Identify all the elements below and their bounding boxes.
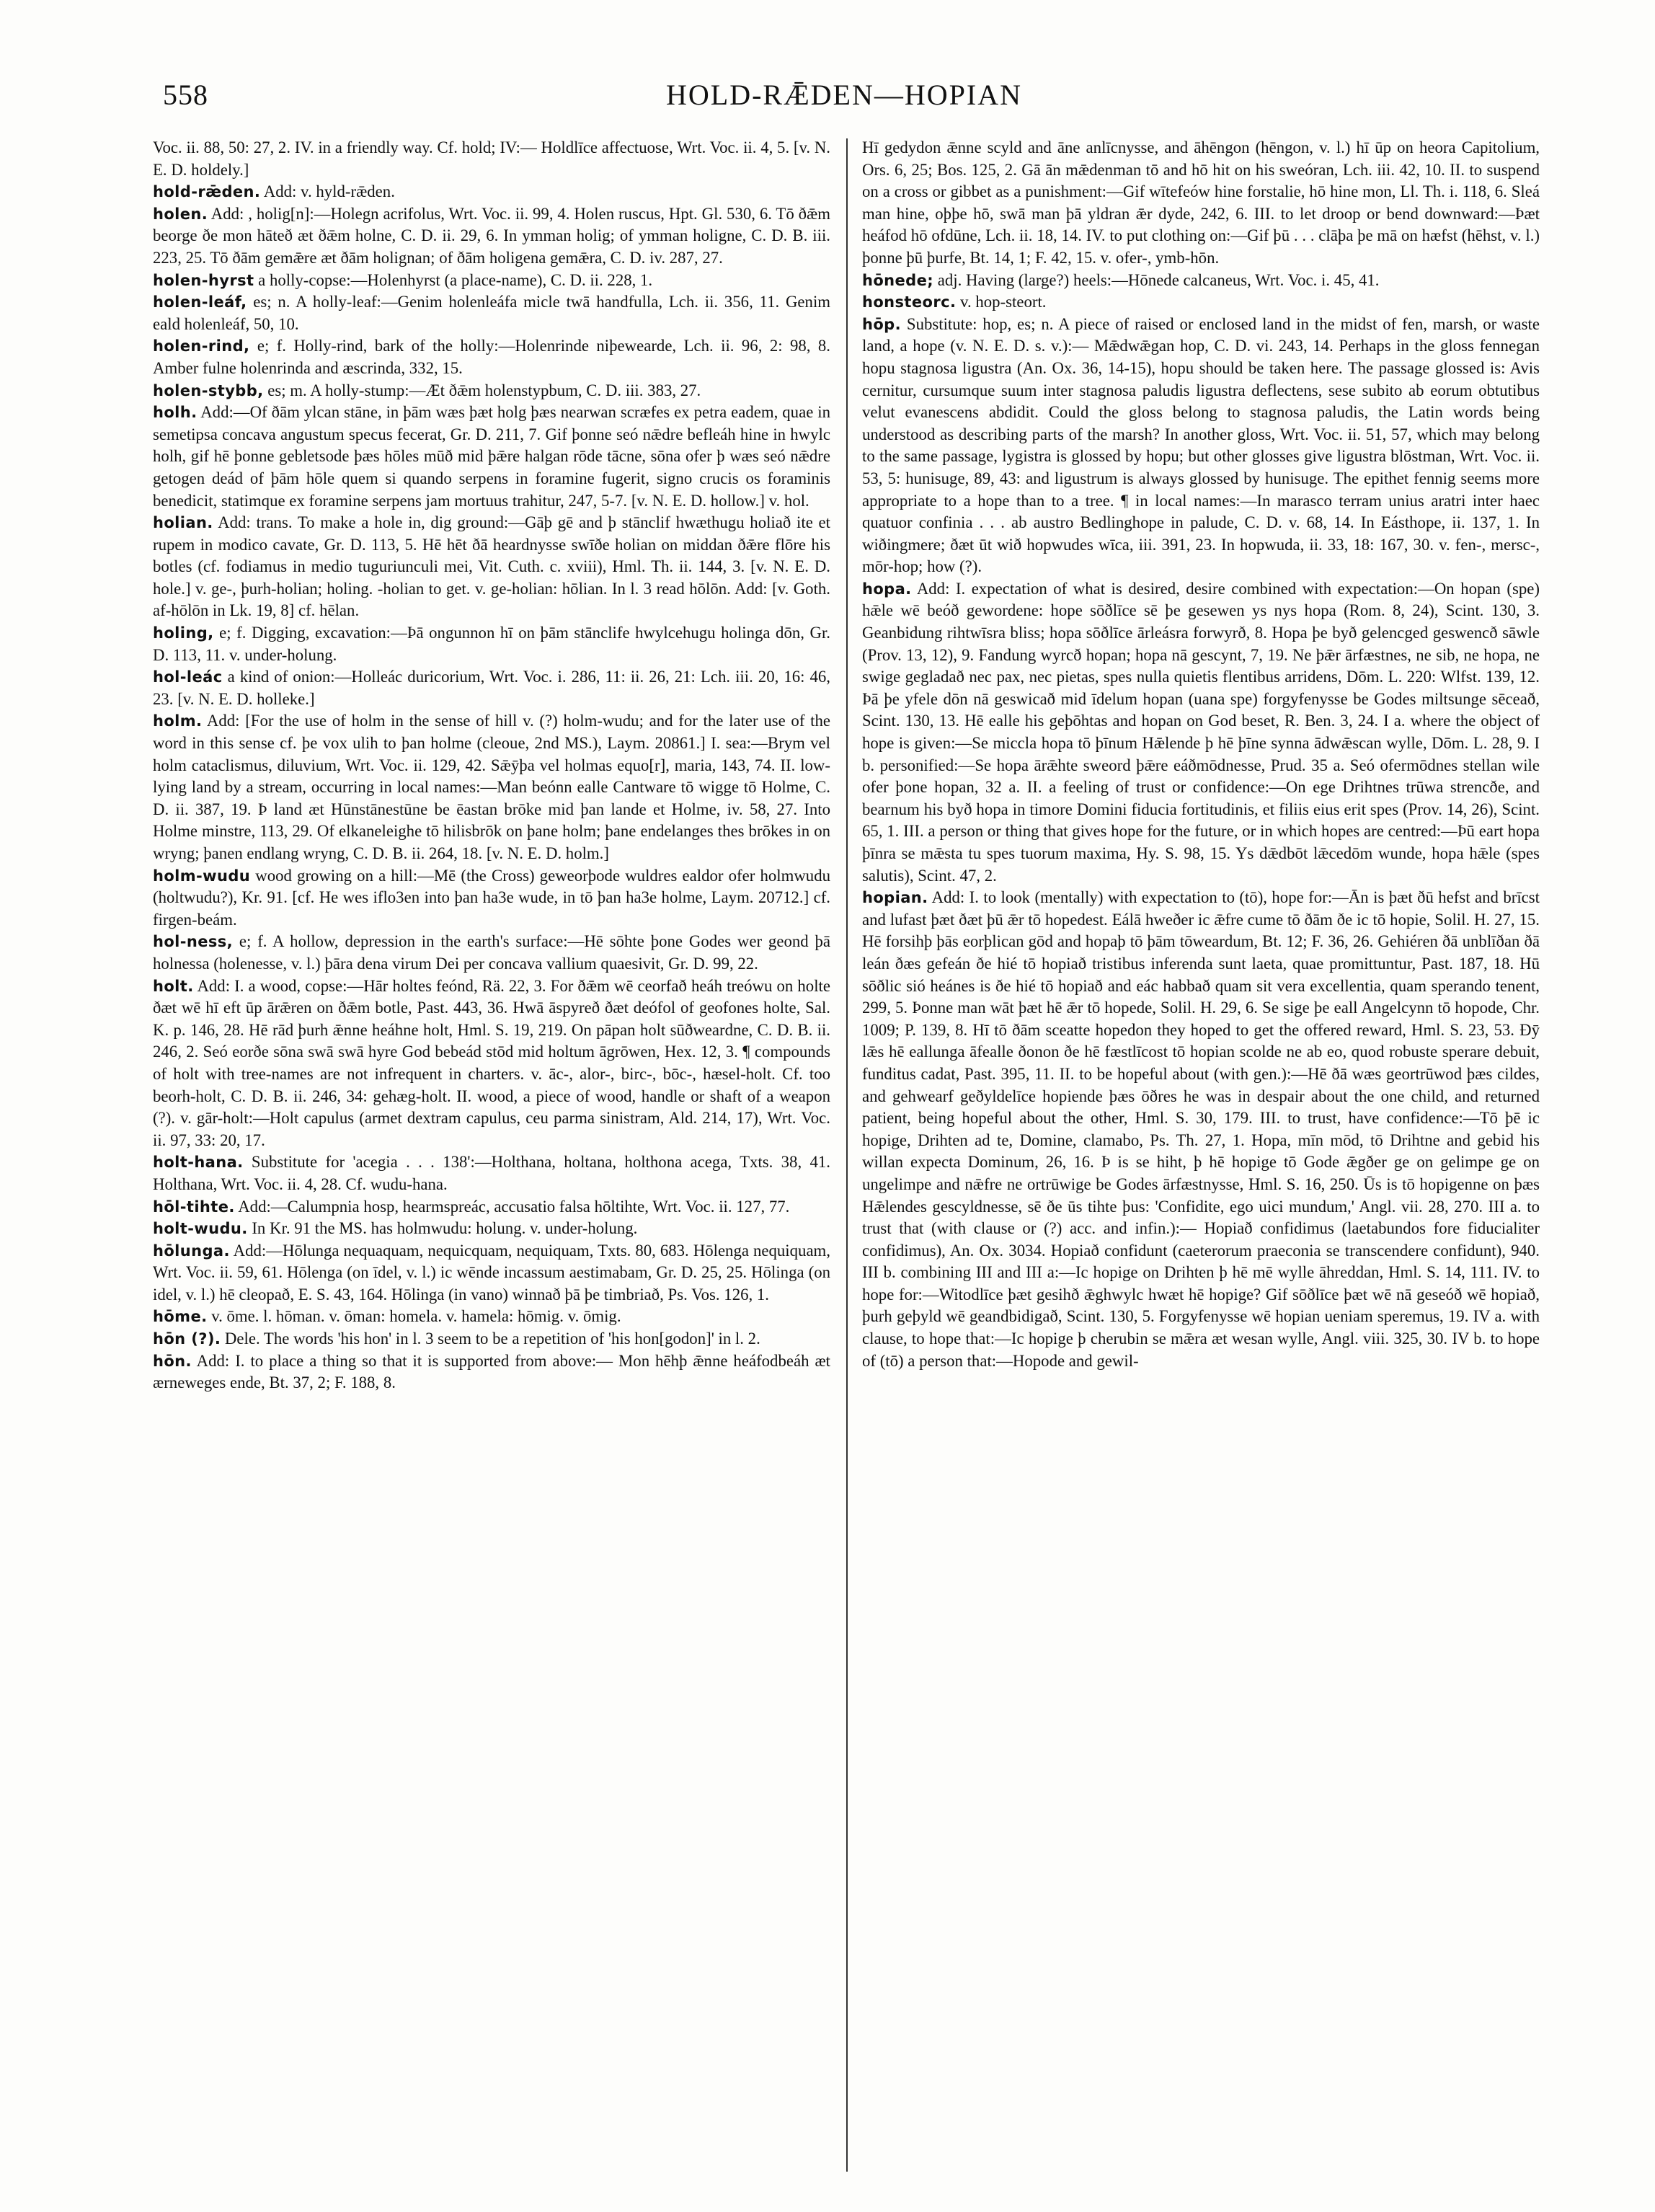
entry-headword: hōme. [153,1308,208,1326]
entry-definition: Add: [For the use of holm in the sense of hill v. (?) holm-wudu; and for the later use of the word in this sense cf. þe vox ulih to þan holme (cleoue, 2nd MS.), Laym. 20861.] I. sea:—Brym vel holm cataclismus, diluvium, Wrt. Voc. ii. 129, 42. Sǣȳþa vel holmas equo[r], maria, 143, 74. II. low-lying land by a stream, occurring in local names:—Man beónn ealle Cantware tō wigge tō Holme, C. D. ii. 387, 19. Þ land æt Hūnstānestūne be ēastan brōke mid þan lande et Holme, iv. 58, 27. Into Holme minstre, 113, 29. Of elkaneleighe tō hilisbrōk on þane holm; þane endelanges thes brōkes in on wryng; þanen endlang wryng, C. D. B. ii. 264, 18. [v. N. E. D. holm.] [153,712,830,862]
entry-headword: holing, [153,624,214,642]
entry-definition: Substitute for 'acegia . . . 138':—Holthana, holtana, holthona acega, Txts. 38, 41. Holthana, Wrt. Voc. ii. 4, 28. Cf. wudu-hana. [153,1153,830,1193]
page-header [148,78,1540,124]
entry-headword: hōlunga. [153,1242,230,1260]
entry-headword: holen-leáf, [153,293,247,311]
left-column [153,137,830,2177]
column-divider [846,138,848,2172]
entry-headword: hōnede; [862,271,934,289]
entry-headword: holen. [153,205,208,223]
entry-definition: es; m. A holly-stump:—Æt ðǣm holenstypbum, C. D. iii. 383, 27. [267,381,701,399]
entry-definition: Add: v. hyld-rǣden. [263,182,395,201]
entry-definition: Add: trans. To make a hole in, dig ground:—Gāþ gē and þ stānclif hwæthugu holiað ite et rupem in modico cavate, Gr. D. 113, 5. Hē hēt ðā heardnysse swīðe holian on middan ðǣre flōre his botles (cf. fodiamus in medio tuguriunculi mei, Vit. Cuth. c. xviii), Hml. Th. ii. 144, 3. [v. N. E. D. hole.] v. ge-, þurh-holian; holing. -holian to get. v. ge-holian: hōlian. In l. 3 read hōlōn. Add: [v. Goth. af-hōlōn in Lk. 19, 8] cf. hēlan. [153,513,830,620]
dictionary-entry [862,291,1540,314]
entry-definition: a holly-copse:—Holenhyrst (a place-name), C. D. ii. 228, 1. [258,270,653,289]
entry-definition: Add: I. to place a thing so that it is supported from above:— Mon hēhþ ǣnne heáfodbeáh æt ærneweges ende, Bt. 37, 2; F. 188, 8. [153,1351,830,1392]
entry-definition: Add:—Calumpnia hosp, hearmspreác, accusatio falsa hōltihte, Wrt. Voc. ii. 127, 77. [238,1197,790,1216]
entry-headword: hopa. [862,580,912,598]
entry-headword: hopian. [862,889,928,907]
entry-headword: hōn (?). [153,1330,221,1348]
right-entry-list [862,270,1540,1373]
dictionary-entry [862,578,1540,887]
column-continuation-text: Hī gedydon ǣnne scyld and āne anlīcnysse, and āhēngon (hēngon, v. l.) hī ūp on heora Capitolium, Ors. 6, 25; Bos. 125, 2. Gā ān mǣdenman tō and hō hit on his sweóran, Lch. iii. 42, 10. II. to suspend on a cross or gibbet as a punishment:—Gif wītefeów hine forstalie, hō hine mon, Ll. Th. i. 118, 6. Sleá man hine, oþþe hō, swā man þā yldran ǣr dyde, 242, 6. III. to let droop or bend downward:—Þæt heáfod hō ofdūne, Lch. ii. 18, 14. IV. to put clothing on:—Gif þū . . . clāþa þe mā on hæfst (hēhst, v. l.) þonne þū þurfe, Bt. 14, 1; F. 42, 15. v. ofer-, ymb-hōn. [862,138,1540,267]
entry-definition: Substitute: hop, es; n. A piece of raised or enclosed land in the midst of fen, marsh, or waste land, a hope (v. N. E. D. s. v.):— Mǣdwǣgan hop, C. D. vi. 243, 14. Perhaps in the gloss fennegan hopu stagnosa ligustra (An. Ox. 36, 14-15), hopu should be taken here. The passage glossed is: Avis cernitur, cursumque suum inter stagnosa paludis ligustra deflectens, sese subito ab eorum obtutibus velut evanescens abdidit. Could the gloss belong to stagnosa paludis, the Latin words being understood as describing parts of the marsh? In another gloss, Wrt. Voc. ii. 51, 57, which may belong to the same passage, lygistra is glossed by hopu; but other glosses give ligustra blōstman, Wrt. Voc. ii. 53, 5: hunisuge, 89, 43: and ligustrum is always glossed by hunisuge. The epithet fennig seems more appropriate to a hope than to a tree. ¶ in local names:—In marasco terram unius aratri inter haec quatuor confinia . . . ab austro Bedlinghope in palude, C. D. v. 68, 14. In Eásthope, ii. 137, 1. In wiðingmere; ðæt ūt wið hopwudes wīca, iii. 391, 23. In hopwuda, ii. 33, 18: 167, 30. v. fen-, mersc-, mōr-hop; how (?). [862,314,1540,576]
entry-definition: e; f. Digging, excavation:—Þā ongunnon hī on þām stānclife hwylcehugu holinga dōn, Gr. D. 113, 11. v. under-holung. [153,624,830,664]
entry-definition: Add: , holig[n]:—Holegn acrifolus, Wrt. Voc. ii. 99, 4. Holen ruscus, Hpt. Gl. 530, 6. Tō ðǣm beorge ðe mon hāteð æt ðǣm holne, C. D. ii. 29, 6. In ymman holig; of ymman holigne, C. D. B. iii. 223, 25. Tō ðām gemǣre æt ðām holignan; of ðām holigena gemǣra, C. D. iv. 287, 27. [153,204,830,267]
entry-headword: holian. [153,514,213,532]
entry-headword: holt-wudu. [153,1220,248,1238]
entry-definition: v. hop-steort. [960,293,1047,311]
entry-headword: hold-rǣden. [153,183,261,201]
entry-definition: Dele. The words 'his hon' in l. 3 seem to be a repetition of 'his hon[godon]' in l. 2. [224,1330,760,1348]
dictionary-entry [153,710,830,864]
dictionary-entry [153,666,830,710]
entry-headword: hōp. [862,315,901,333]
entry-definition: Add:—Hōlunga nequaquam, nequicquam, nequiquam, Txts. 80, 683. Hōlenga nequiquam, Wrt. Voc. ii. 59, 61. Hōlenga (on īdel, v. l.) ic wēnde incassum aestimabam, Gr. D. 25, 25. Hōlinga (on idel, v. l.) hē cleopað, E. S. 43, 164. Hōlinga (in vano) winnað þā þe timbriað, Ps. Vos. 126, 1. [153,1241,830,1304]
entry-headword: holm. [153,712,203,730]
dictionary-entry [862,887,1540,1372]
entry-headword: hol-leác [153,668,223,686]
entry-headword: holt-hana. [153,1154,244,1172]
entry-definition: In Kr. 91 the MS. has holmwudu: holung. v. under-holung. [252,1219,638,1238]
entry-headword: hōl-tihte. [153,1198,235,1216]
dictionary-entry [153,203,830,270]
dictionary-entry [153,931,830,975]
column-continuation-text: Voc. ii. 88, 50: 27, 2. IV. in a friendly way. Cf. hold; IV:— Holdlīce affectuose, Wrt. Voc. ii. 4, 5. [v. N. E. D. holdely.] [153,138,830,179]
dictionary-entry [153,976,830,1152]
entry-definition: v. ōme. l. hōman. v. ōman: homela. v. hamela: hōmig. v. ōmig. [211,1307,621,1326]
right-column [862,137,1540,2177]
entry-headword: hōn. [153,1352,192,1370]
entry-definition: adj. Having (large?) heels:—Hōnede calcaneus, Wrt. Voc. i. 45, 41. [937,270,1380,289]
dictionary-entry [153,270,830,292]
entry-headword: holen-rind, [153,337,250,355]
entry-definition: wood growing on a hill:—Mē (the Cross) geweorþode wuldres ealdor ofer holmwudu (holtwudu?), Kr. 91. [cf. He wes iflo3en into þan ha3e wude, in tō þan ha3e holme, Laym. 20712.] cf. firgen-beám. [153,866,830,929]
dictionary-entry [153,1350,830,1394]
dictionary-entry [153,1328,830,1350]
dictionary-entry [153,1196,830,1218]
dictionary-entry [153,512,830,622]
entry-headword: holen-hyrst [153,271,254,289]
entry-definition: e; f. A hollow, depression in the earth's surface:—Hē sōhte þone Godes wer geond þā holnessa (holenesse, v. l.) þāra dena virum Dei per concava vallium quaesivit, Gr. D. 99, 22. [153,932,830,973]
entry-definition: e; f. Holly-rind, bark of the holly:—Holenrinde niþewearde, Lch. ii. 96, 2: 98, 8. Amber fulne holenrinda and æscrinda, 332, 15. [153,337,830,377]
entry-headword: holt. [153,977,194,995]
entry-headword: holh. [153,404,198,422]
dictionary-entry [153,402,830,512]
entry-definition: Add: I. a wood, copse:—Hār holtes feónd, Rä. 22, 3. For ðǣm wē ceorfað heáh treówu on holte ðæt wē hī eft ūp ārǣren on ðǣm botle, Past. 443, 36. Hwā āspyreð ðæt deófol of geofones holte, Sal. K. p. 146, 28. Hē rād þurh ǣnne heáhne holt, Hml. S. 19, 219. On pāpan holt sūðweardne, C. D. B. ii. 246, 2. Seó eorðe sōna swā swā hyre God bebeád stōd mid holtum āgrōwen, Hex. 12, 3. ¶ compounds of holt with tree-names are not infrequent in charters. v. āc-, alor-, birc-, bōc-, hæsel-holt. Cf. too beorh-holt, C. D. B. ii. 246, 34: gehæg-holt. II. wood, a piece of wood, handle or shaft of a weapon (?). v. gār-holt:—Holt capulus (armet dextram capulus, ceu parma sinistram, Ald. 214, 17), Wrt. Voc. ii. 97, 33: 20, 17. [153,976,830,1149]
dictionary-entry [153,622,830,666]
dictionary-entry [153,181,830,203]
dictionary-entry [153,1306,830,1328]
page-number: 558 [163,79,208,111]
entry-definition: Add: I. to look (mentally) with expectation to (tō), hope for:—Ān is þæt ðū hefst and brīcst and lufast þæt ðæt þū ǣr tō hopedest. Eálā hweðer ic ǣfre cume tō ðām ðe ic tō hopie, Solil. H. 27, 15. Hē forsihþ þās eorþlican gōd and hopaþ tō þām tōweardum, Bt. 12; F. 36, 26. Gehiéren ðā unblīðan ðā leán ðæs gefeán ðe hié tō hopiað tristibus inferenda sunt laeta, quae promittuntur, Past. 187, 18. Hū sōðlic sió heánes is ðe hié tō hopiað and eác habbað quam sit vera excellentia, quam sperando tenent, 299, 5. Þonne man wāt þæt hē ǣr tō hopede, Solil. H. 29, 6. Se sige þe eall Angelcynn tō hopode, Chr. 1009; P. 139, 8. Hī tō ðām sceatte hopedon they hoped to get the offered reward, Hml. S. 23, 53. Ðȳ lǣs hē eallunga āfealle ðonon ðe hē fæstlīcost tō hopian scolde ne ab eo, quod robuste sperare debuit, funditus cadat, Past. 395, 11. II. to be hopeful about (with gen.):—Hē ðā wæs geortrūwod þæs cildes, and gehwearf geðyldelīce hopiende þæs ōðres he was in despair about the one child, and returned patient, being hopeful about the other, Hml. S. 30, 179. III. to trust, have confidence:—Tō þē ic hopige, Drihten ad te, Domine, clamabo, Ps. Th. 27, 1. Hopa, mīn mōd, tō Drihtne and gebid his willan expecta Dominum, 26, 16. Þ is se hiht, þ hē hopige tō Gode ǣgðer ge on gelimpe ge on ungelimpe and nǣfre ne ortrūwige be Godes ārfæstnysse, Hml. S. 16, 250. Ūs is tō hopigenne on þæs Hǣlendes gescyldnesse, sē ðe ūs tihte þus: 'Confidite, ego uici mundum,' Angl. vii. 28, 270. III a. to trust that (with clause or (?) acc. and infin.):— Hopiað confidimus (laetabundos fore fiducialiter confidimus), An. Ox. 3034. Hopiað confidunt (caeterorum praeconia se transcendere confidunt), 940. III b. combining III and III a:—Ic hopige on Drihten þ hē mē wylle āhreddan, Hml. S. 14, 111. IV. to hope for:—Witodlīce þæt gesihð ǣghwylc hwæt hē hopige? Gif sōðlīce þæt wē nā geseóð wē hopiað, þurh geþyld wē geandbidigað, Scint. 130, 5. Forgyfenysse wē hopian ueniam speremus, 19. IV a. with clause, to hope that:—Ic hopige þ cherubin se mǣra æt wesan wylle, Angl. viii. 325, 30. IV b. to hope of (tō) a person that:—Hopode and gewil- [862,888,1540,1370]
entry-definition: Add: I. expectation of what is desired, desire combined with expectation:—On hopan (spe) hǣle wē beóð gewordene: hope sōðlīce sē þe gesewen ys nys hopa (Rom. 8, 24), Scint. 130, 3. Geanbidung rihtwīsra bliss; hopa sōðlīce ārleásra forwyrð, 8. Hopa þe byð gelencged geswencð sāwle (Prov. 13, 12), 9. Fandung wyrcð hopan; hopa nā gescynt, 7, 19. Ne þǣr ārfæstnes, ne sib, ne hopa, ne swige gegladað nec pax, nec pietas, spes nulla quietis flentibus arridens, Dōm. L. 220: Wlfst. 139, 12. Þā þe yfele dōn nā geswicað mid īdelum hopan (uana spe) forgyfenysse be Godes miltsunge sēceað, Scint. 130, 13. Hē ealle his geþōhtas and hopan on God beset, R. Ben. 3, 24. I a. where the object of hope is given:—Se miccla hopa tō þīnum Hǣlende þ hē þīne synna ādwǣscan wylle, Dōm. L. 28, 9. I b. personified:—Se hopa ārǣhte sweord þǣre eáðmōdnesse, Prud. 35 a. Seó ofermōdnes stellan wile ofer þone hopan, 32 a. II. a feeling of trust or confidence:—On ege Drihtnes trūwa strencðe, and bearnum his byð hopa in timore Domini fiducia fortitudinis, et filiis eius erit spes (Prov. 14, 26), Scint. 65, 1. III. a person or thing that gives hope for the future, or in which hopes are centred:—Þū eart hopa þīnra se mǣsta tu spes tuorum maxima, Hy. S. 98, 15. Ys dǣdbōt lǣcedōm wunde, hopa hǣle (spes salutis), Scint. 47, 2. [862,579,1540,885]
entry-headword: holm-wudu [153,867,251,885]
dictionary-entry [153,291,830,335]
entry-definition: a kind of onion:—Holleác duricorium, Wrt. Voc. i. 286, 11: ii. 26, 21: Lch. iii. 20, 16: 46, 23. [v. N. E. D. holleke.] [153,668,830,708]
dictionary-entry [153,335,830,379]
dictionary-entry [153,380,830,402]
dictionary-entry [153,1240,830,1306]
entry-definition: Add:—Of ðām ylcan stāne, in þām wæs þæt holg þæs nearwan scræfes ex petra eadem, quae in semetipsa concava angustum specus fecerat, Gr. D. 211, 7. Gif þonne seó nǣdre befleáh hine in hwylc holh, gif hē þonne gebletsode þæs hōles mūð mid þǣre halgan rōde tācne, sōna ofer þ wæs seó nǣdre getogen deád of þām hōle quem si quando serpens in foramine fugerit, signo crucis os foraminis benedicit, statimque ex foramine serpens jam mortuus trahitur, 247, 5-7. [v. N. E. D. hollow.] v. hol. [153,403,830,510]
entry-headword: holen-stybb, [153,381,264,399]
dictionary-entry [862,270,1540,292]
dictionary-entry [153,865,830,932]
entry-headword: honsteorc. [862,293,957,311]
entry-headword: hol-ness, [153,933,234,951]
dictionary-entry [153,1218,830,1240]
running-head: HOLD-RǢDEN—HOPIAN [666,79,1022,111]
entry-definition: es; n. A holly-leaf:—Genim holenleáfa micle twā handfulla, Lch. ii. 356, 11. Genim eald holenleáf, 50, 10. [153,293,830,333]
dictionary-entry [862,314,1540,578]
left-entry-list [153,181,830,1394]
dictionary-entry [153,1151,830,1195]
